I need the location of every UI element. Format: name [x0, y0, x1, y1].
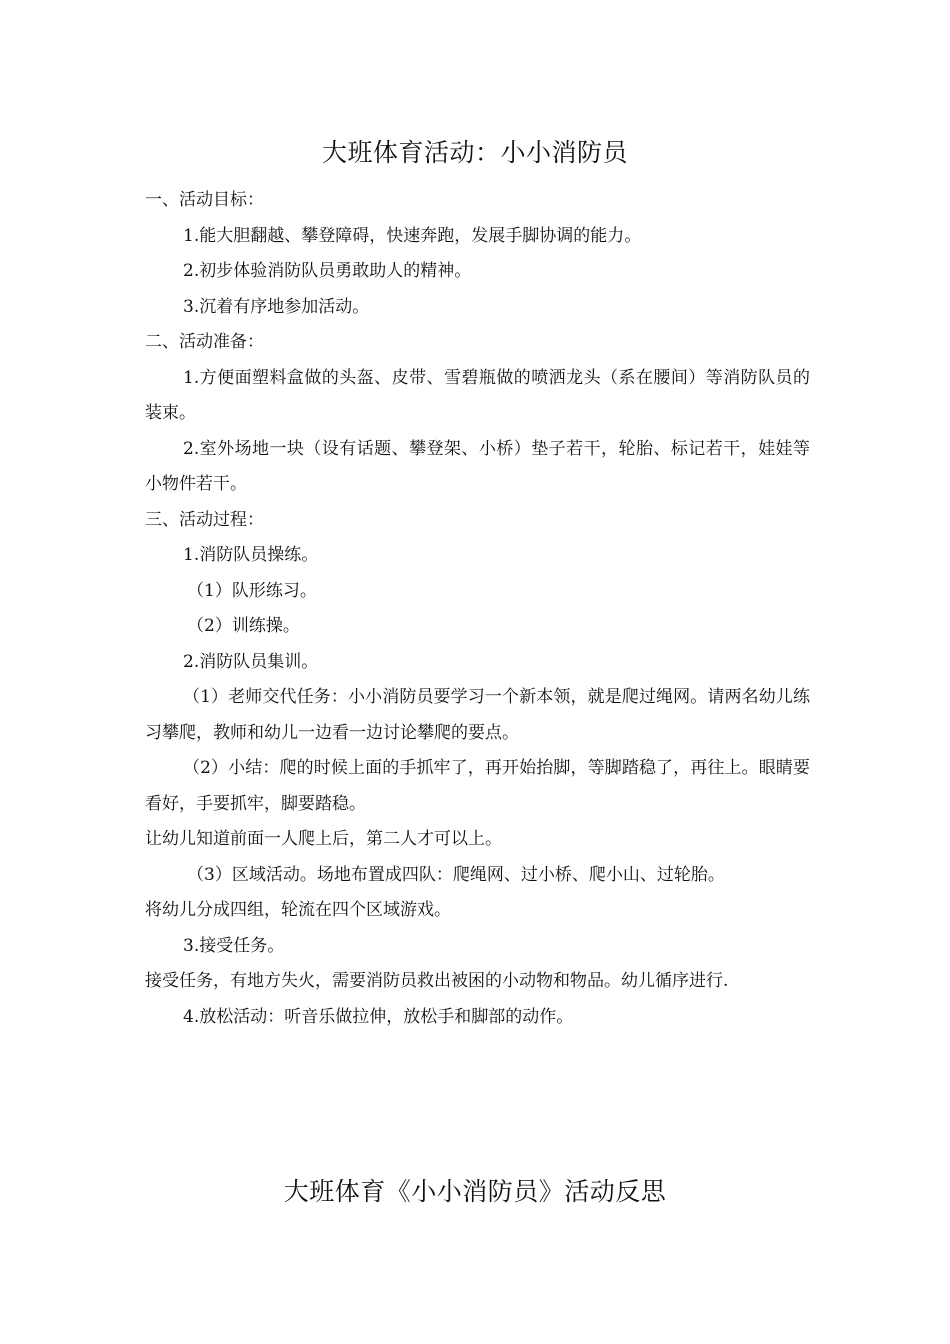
list-item: （2）训练操。 [187, 616, 300, 636]
list-item: 1.能大胆翻越、攀登障碍，快速奔跑，发展手脚协调的能力。 [183, 225, 642, 246]
list-item: 1.消防队员操练。 [183, 545, 319, 565]
paragraph: （3）区域活动。场地布置成四队：爬绳网、过小桥、爬小山、过轮胎。 [187, 864, 725, 885]
list-item: （1）队形练习。 [187, 580, 317, 601]
document-body [145, 183, 810, 1035]
reflection-title: 大班体育《小小消防员》活动反思 [283, 1177, 667, 1206]
section-heading: 一、活动目标： [145, 190, 264, 210]
paragraph: 接受任务，有地方失火，需要消防员救出被困的小动物和物品。幼儿循序进行. [145, 971, 729, 991]
list-item: 2.初步体验消防队员勇敢助人的精神。 [183, 261, 472, 281]
paragraph: 让幼儿知道前面一人爬上后，第二人才可以上。 [145, 829, 502, 849]
list-item: 2.消防队员集训。 [183, 651, 319, 672]
list-item: 3.接受任务。 [183, 935, 285, 956]
section-heading: 三、活动过程： [145, 509, 264, 530]
paragraph: （2）小结：爬的时候上面的手抓牢了，再开始抬脚，等脚踏稳了，再往上。眼睛要看好，手要抓牢，脚要踏稳。 [145, 758, 810, 814]
paragraph: （1）老师交代任务：小小消防员要学习一个新本领，就是爬过绳网。请两名幼儿练习攀爬，教师和幼儿一边看一边讨论攀爬的要点。 [145, 687, 810, 743]
list-item: 4.放松活动：听音乐做拉伸，放松手和脚部的动作。 [183, 1006, 574, 1027]
list-item: 3.沉着有序地参加活动。 [183, 296, 370, 317]
document-title: 大班体育活动：小小消防员 [321, 138, 628, 167]
list-item: 2.室外场地一块（设有话题、攀登架、小桥）垫子若干，轮胎、标记若干，娃娃等小物件若干。 [145, 438, 810, 494]
list-item: 1.方便面塑料盒做的头盔、皮带、雪碧瓶做的喷洒龙头（系在腰间）等消防队员的装束。 [145, 367, 810, 423]
paragraph: 将幼儿分成四组，轮流在四个区域游戏。 [145, 900, 451, 920]
section-heading: 二、活动准备： [145, 332, 264, 352]
